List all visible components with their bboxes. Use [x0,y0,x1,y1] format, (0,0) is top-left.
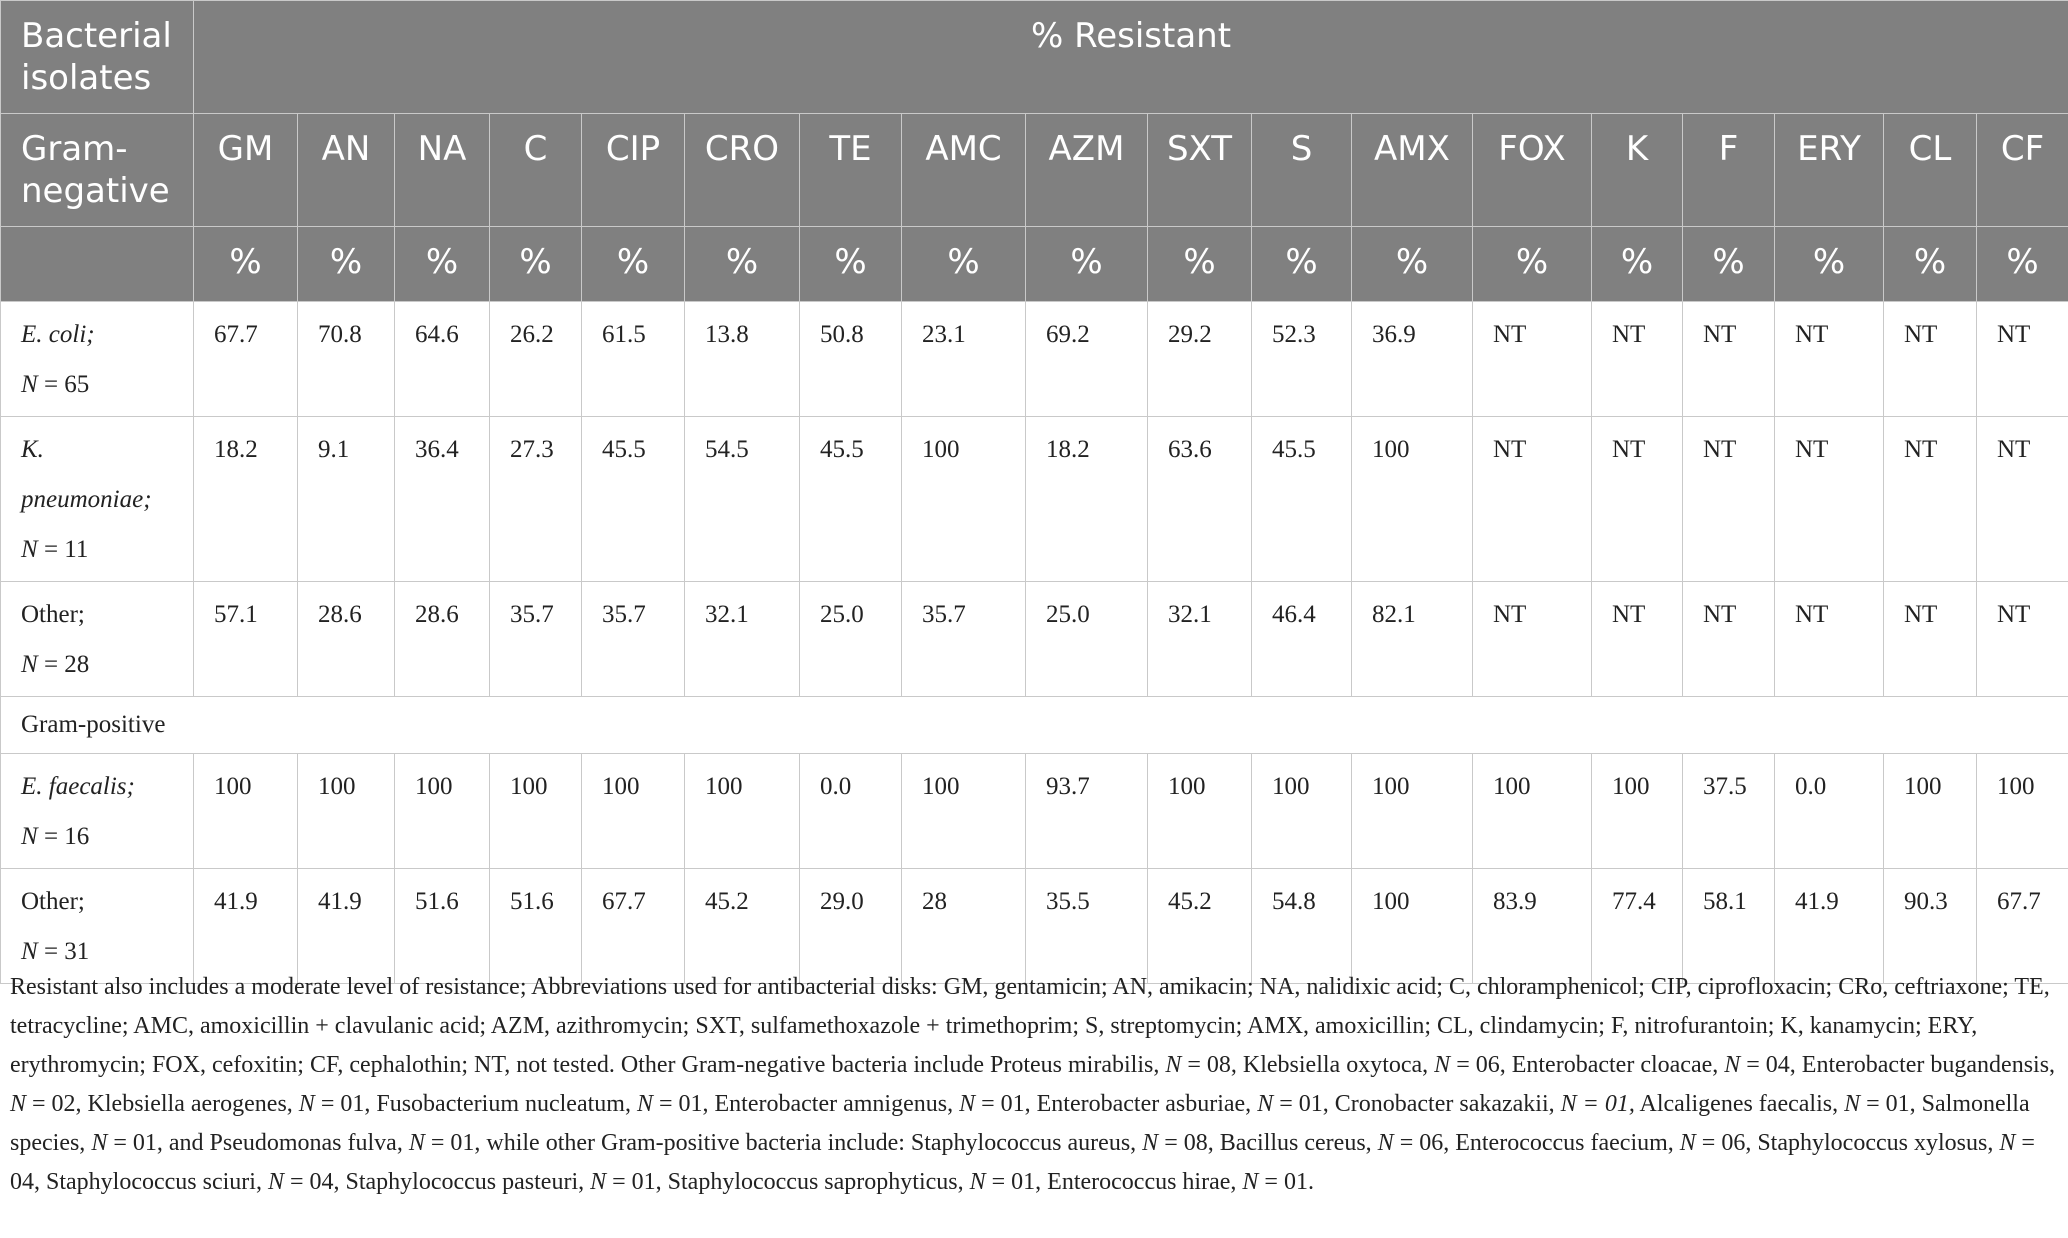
value-cell: NT [1683,417,1775,582]
value-cell: 29.0 [800,869,902,984]
value-cell: NT [1775,417,1884,582]
isolate-label [1,754,194,869]
value-cell: 100 [902,417,1026,582]
value-cell: 45.5 [1252,417,1352,582]
value-cell: 100 [1148,754,1252,869]
value-cell: 51.6 [490,869,582,984]
table-row [1,582,2068,697]
value-cell: 32.1 [1148,582,1252,697]
value-cell: 45.5 [800,417,902,582]
unit-cell: % [194,227,298,302]
unit-cell: % [1683,227,1775,302]
unit-cell: % [685,227,800,302]
footnote-text: = 01, Staphylococcus saprophyticus, [606,1169,970,1195]
antibiotic-header-c: C [490,114,582,227]
value-cell: 28 [902,869,1026,984]
footnote-n: N [267,1169,284,1195]
value-cell: 23.1 [902,302,1026,417]
value-cell: 41.9 [194,869,298,984]
footnote-text: = 01, Cronobacter sakazakii, [1273,1091,1561,1117]
footnote-text: = 06, Enterobacter cloacae, [1450,1052,1725,1078]
value-cell: 100 [194,754,298,869]
isolate-n-label: N [21,371,38,398]
footnote-text: = 06, Staphylococcus xylosus, [1695,1130,2000,1156]
isolate-n-value: = 31 [37,938,90,965]
unit-cell: % [1775,227,1884,302]
value-cell: 82.1 [1352,582,1473,697]
value-cell: 100 [395,754,490,869]
value-cell: NT [1977,582,2068,697]
footnote-text: Resistant also includes a moderate level of resistance; Abbreviations used for antibacterial disks: GM, gentamicin; AN, amikacin; NA, nalidixic acid; C, chloramphenicol; CIP, ciprofloxacin; CRo, ceftriaxone; TE, tetracycline; AMC, amoxicillin + clavulanic acid; AZM, azithromycin; SXT, sulfamethoxazole + trimethoprim; S, streptomycin; AMX, amoxicillin; CL, clindamycin; F, nitrofurantoin; K, kanamycin; ERY, erythromycin; FOX, cefoxitin; CF, cephalothin; NT, not tested. Other Gram-negative bacteria include Proteus mirabilis, [10,974,2050,1078]
table-row [1,754,2068,869]
value-cell: 61.5 [582,302,685,417]
antibiotic-header-azm: AZM [1026,114,1148,227]
value-cell: 37.5 [1683,754,1775,869]
value-cell: 100 [1884,754,1977,869]
value-cell: 13.8 [685,302,800,417]
isolate-n-value: = 11 [37,536,89,563]
antibiotic-header-cl: CL [1884,114,1977,227]
antibiotic-header-sxt: SXT [1148,114,1252,227]
antibiotic-header-na: NA [395,114,490,227]
antibiotic-header-fox: FOX [1473,114,1592,227]
value-cell: 77.4 [1592,869,1683,984]
unit-cell: % [395,227,490,302]
section-title: Gram-positive [1,697,2068,754]
unit-cell: % [1977,227,2068,302]
value-cell: 28.6 [298,582,395,697]
value-cell: NT [1473,302,1592,417]
isolate-n-label: N [21,938,38,965]
resistant-header: % Resistant [194,1,2068,114]
value-cell: NT [1775,582,1884,697]
unit-cell: % [1592,227,1683,302]
table-row [1,417,2068,582]
footnote-n: N [408,1130,425,1156]
value-cell: NT [1473,417,1592,582]
value-cell: 83.9 [1473,869,1592,984]
antibiotic-header-te: TE [800,114,902,227]
footnote-text: = 04, Staphylococcus sciuri, [10,1130,2035,1195]
unit-cell: % [582,227,685,302]
isolate-name: E. faecalis; [21,773,135,800]
value-cell: 67.7 [582,869,685,984]
footnote-text: Alcaligenes faecalis, [1634,1091,1845,1117]
value-cell: 64.6 [395,302,490,417]
antibiotic-header-cf: CF [1977,114,2068,227]
unit-cell: % [1148,227,1252,302]
value-cell: 18.2 [194,417,298,582]
value-cell: 90.3 [1884,869,1977,984]
value-cell: NT [1977,417,2068,582]
value-cell: 57.1 [194,582,298,697]
value-cell: 100 [1352,754,1473,869]
value-cell: 0.0 [800,754,902,869]
value-cell: 36.4 [395,417,490,582]
footnote-n: N [1999,1130,2016,1156]
value-cell: 52.3 [1252,302,1352,417]
antibiotic-header-ery: ERY [1775,114,1884,227]
isolate-label [1,417,194,582]
value-cell: NT [1884,582,1977,697]
value-cell: NT [1592,582,1683,697]
value-cell: NT [1884,302,1977,417]
value-cell: 41.9 [298,869,395,984]
value-cell: 46.4 [1252,582,1352,697]
value-cell: 93.7 [1026,754,1148,869]
value-cell: 26.2 [490,302,582,417]
value-cell: 100 [1252,754,1352,869]
footnote-n: N [969,1169,986,1195]
antibiotic-header-f: F [1683,114,1775,227]
footnote-n: N [1724,1052,1741,1078]
value-cell: NT [1683,302,1775,417]
footnote-n: N [298,1091,315,1117]
antibiotic-header-an: AN [298,114,395,227]
footnote-n: N [1844,1091,1861,1117]
unit-cell: % [1252,227,1352,302]
value-cell: NT [1775,302,1884,417]
footnote-text: = 08, Klebsiella oxytoca, [1181,1052,1435,1078]
value-cell: 100 [1473,754,1592,869]
value-cell: 67.7 [1977,869,2068,984]
antibiotic-header-cro: CRO [685,114,800,227]
footnote-text: = 04, Enterobacter bugandensis, [1740,1052,2056,1078]
footnote-n: N [1434,1052,1451,1078]
value-cell: 69.2 [1026,302,1148,417]
value-cell: 100 [902,754,1026,869]
value-cell: 51.6 [395,869,490,984]
footnote-text: = 01, Enterobacter asburiae, [975,1091,1258,1117]
table-row [1,302,2068,417]
value-cell: NT [1592,417,1683,582]
value-cell: 67.7 [194,302,298,417]
footnote-n: N [10,1091,27,1117]
unit-cell: % [1352,227,1473,302]
unit-cell: % [902,227,1026,302]
value-cell: 41.9 [1775,869,1884,984]
value-cell: 50.8 [800,302,902,417]
antibiotic-header-row [1,114,2068,227]
footnote-italic-n: N = 01, [1560,1091,1635,1117]
value-cell: 45.2 [1148,869,1252,984]
isolate-name: Other; [21,601,85,628]
value-cell: 100 [490,754,582,869]
footnote-text: = 01, Enterococcus hirae, [985,1169,1243,1195]
footnote-n: N [1142,1130,1159,1156]
unit-cell: % [1026,227,1148,302]
isolate-n-label: N [21,651,38,678]
antibiotic-header-amc: AMC [902,114,1026,227]
value-cell: 100 [1592,754,1683,869]
isolate-n-value: = 16 [37,823,90,850]
isolate-n-label: N [21,536,38,563]
footnote-n: N [1257,1091,1274,1117]
antibiotic-header-cip: CIP [582,114,685,227]
unit-cell: % [298,227,395,302]
antibiotic-header-gm: GM [194,114,298,227]
value-cell: 29.2 [1148,302,1252,417]
value-cell: 35.7 [490,582,582,697]
value-cell: 100 [582,754,685,869]
isolate-n-label: N [21,823,38,850]
value-cell: NT [1977,302,2068,417]
isolate-name: Other; [21,888,85,915]
value-cell: 25.0 [800,582,902,697]
footnote-n: N [1679,1130,1696,1156]
isolate-label [1,869,194,984]
value-cell: 27.3 [490,417,582,582]
value-cell: 45.5 [582,417,685,582]
value-cell: 35.7 [902,582,1026,697]
value-cell: 70.8 [298,302,395,417]
table-footnote [0,968,2068,1202]
footnote-n: N [91,1130,108,1156]
isolates-header: Bacterial isolates [1,1,194,114]
footnote-text: = 01, Fusobacterium nucleatum, [314,1091,637,1117]
antibiotic-header-k: K [1592,114,1683,227]
footnote-text: = 01. [1258,1169,1314,1195]
isolate-name: E. coli; [21,321,95,348]
isolate-label [1,582,194,697]
unit-cell: % [1473,227,1592,302]
footnote-text: = 08, Bacillus cereus, [1158,1130,1378,1156]
value-cell: 58.1 [1683,869,1775,984]
value-cell: 63.6 [1148,417,1252,582]
value-cell: 36.9 [1352,302,1473,417]
antibiotic-header-s: S [1252,114,1352,227]
unit-cell: % [800,227,902,302]
value-cell: NT [1473,582,1592,697]
footnote-n: N [590,1169,607,1195]
footnote-text: = 01, while other Gram-positive bacteria include: Staphylococcus aureus, [424,1130,1143,1156]
footnote-n: N [636,1091,653,1117]
footnote-text: = 01, Enterobacter amnigenus, [652,1091,960,1117]
value-cell: 35.7 [582,582,685,697]
value-cell: 18.2 [1026,417,1148,582]
table-body [1,302,2068,984]
table-row [1,869,2068,984]
value-cell: NT [1884,417,1977,582]
footnote-text: = 02, Klebsiella aerogenes, [26,1091,299,1117]
isolate-name: K. pneumoniae; [21,436,152,513]
value-cell: 32.1 [685,582,800,697]
isolate-n-value: = 65 [37,371,90,398]
value-cell: 9.1 [298,417,395,582]
footnote-text: = 01, and Pseudomonas fulva, [107,1130,409,1156]
unit-header-row [1,227,2068,302]
value-cell: 25.0 [1026,582,1148,697]
value-cell: 100 [1352,869,1473,984]
antibiotic-header-amx: AMX [1352,114,1473,227]
unit-cell: % [490,227,582,302]
value-cell: 54.8 [1252,869,1352,984]
footnote-n: N [1242,1169,1259,1195]
unit-blank-cell [1,227,194,302]
isolate-label [1,302,194,417]
value-cell: 35.5 [1026,869,1148,984]
section-row [1,697,2068,754]
footnote-text: = 01, Salmonella species, [10,1091,2030,1156]
footnote-n: N [1377,1130,1394,1156]
value-cell: NT [1683,582,1775,697]
footnote-text: = 06, Enterococcus faecium, [1393,1130,1680,1156]
value-cell: 100 [298,754,395,869]
value-cell: 54.5 [685,417,800,582]
footnote-n: N [1165,1052,1182,1078]
value-cell: NT [1592,302,1683,417]
footnote-n: N [959,1091,976,1117]
isolate-n-value: = 28 [37,651,90,678]
gram-negative-header: Gram-negative [1,114,194,227]
value-cell: 28.6 [395,582,490,697]
value-cell: 100 [685,754,800,869]
value-cell: 0.0 [1775,754,1884,869]
footnote-text: = 04, Staphylococcus pasteuri, [283,1169,591,1195]
unit-cell: % [1884,227,1977,302]
value-cell: 100 [1977,754,2068,869]
value-cell: 45.2 [685,869,800,984]
value-cell: 100 [1352,417,1473,582]
